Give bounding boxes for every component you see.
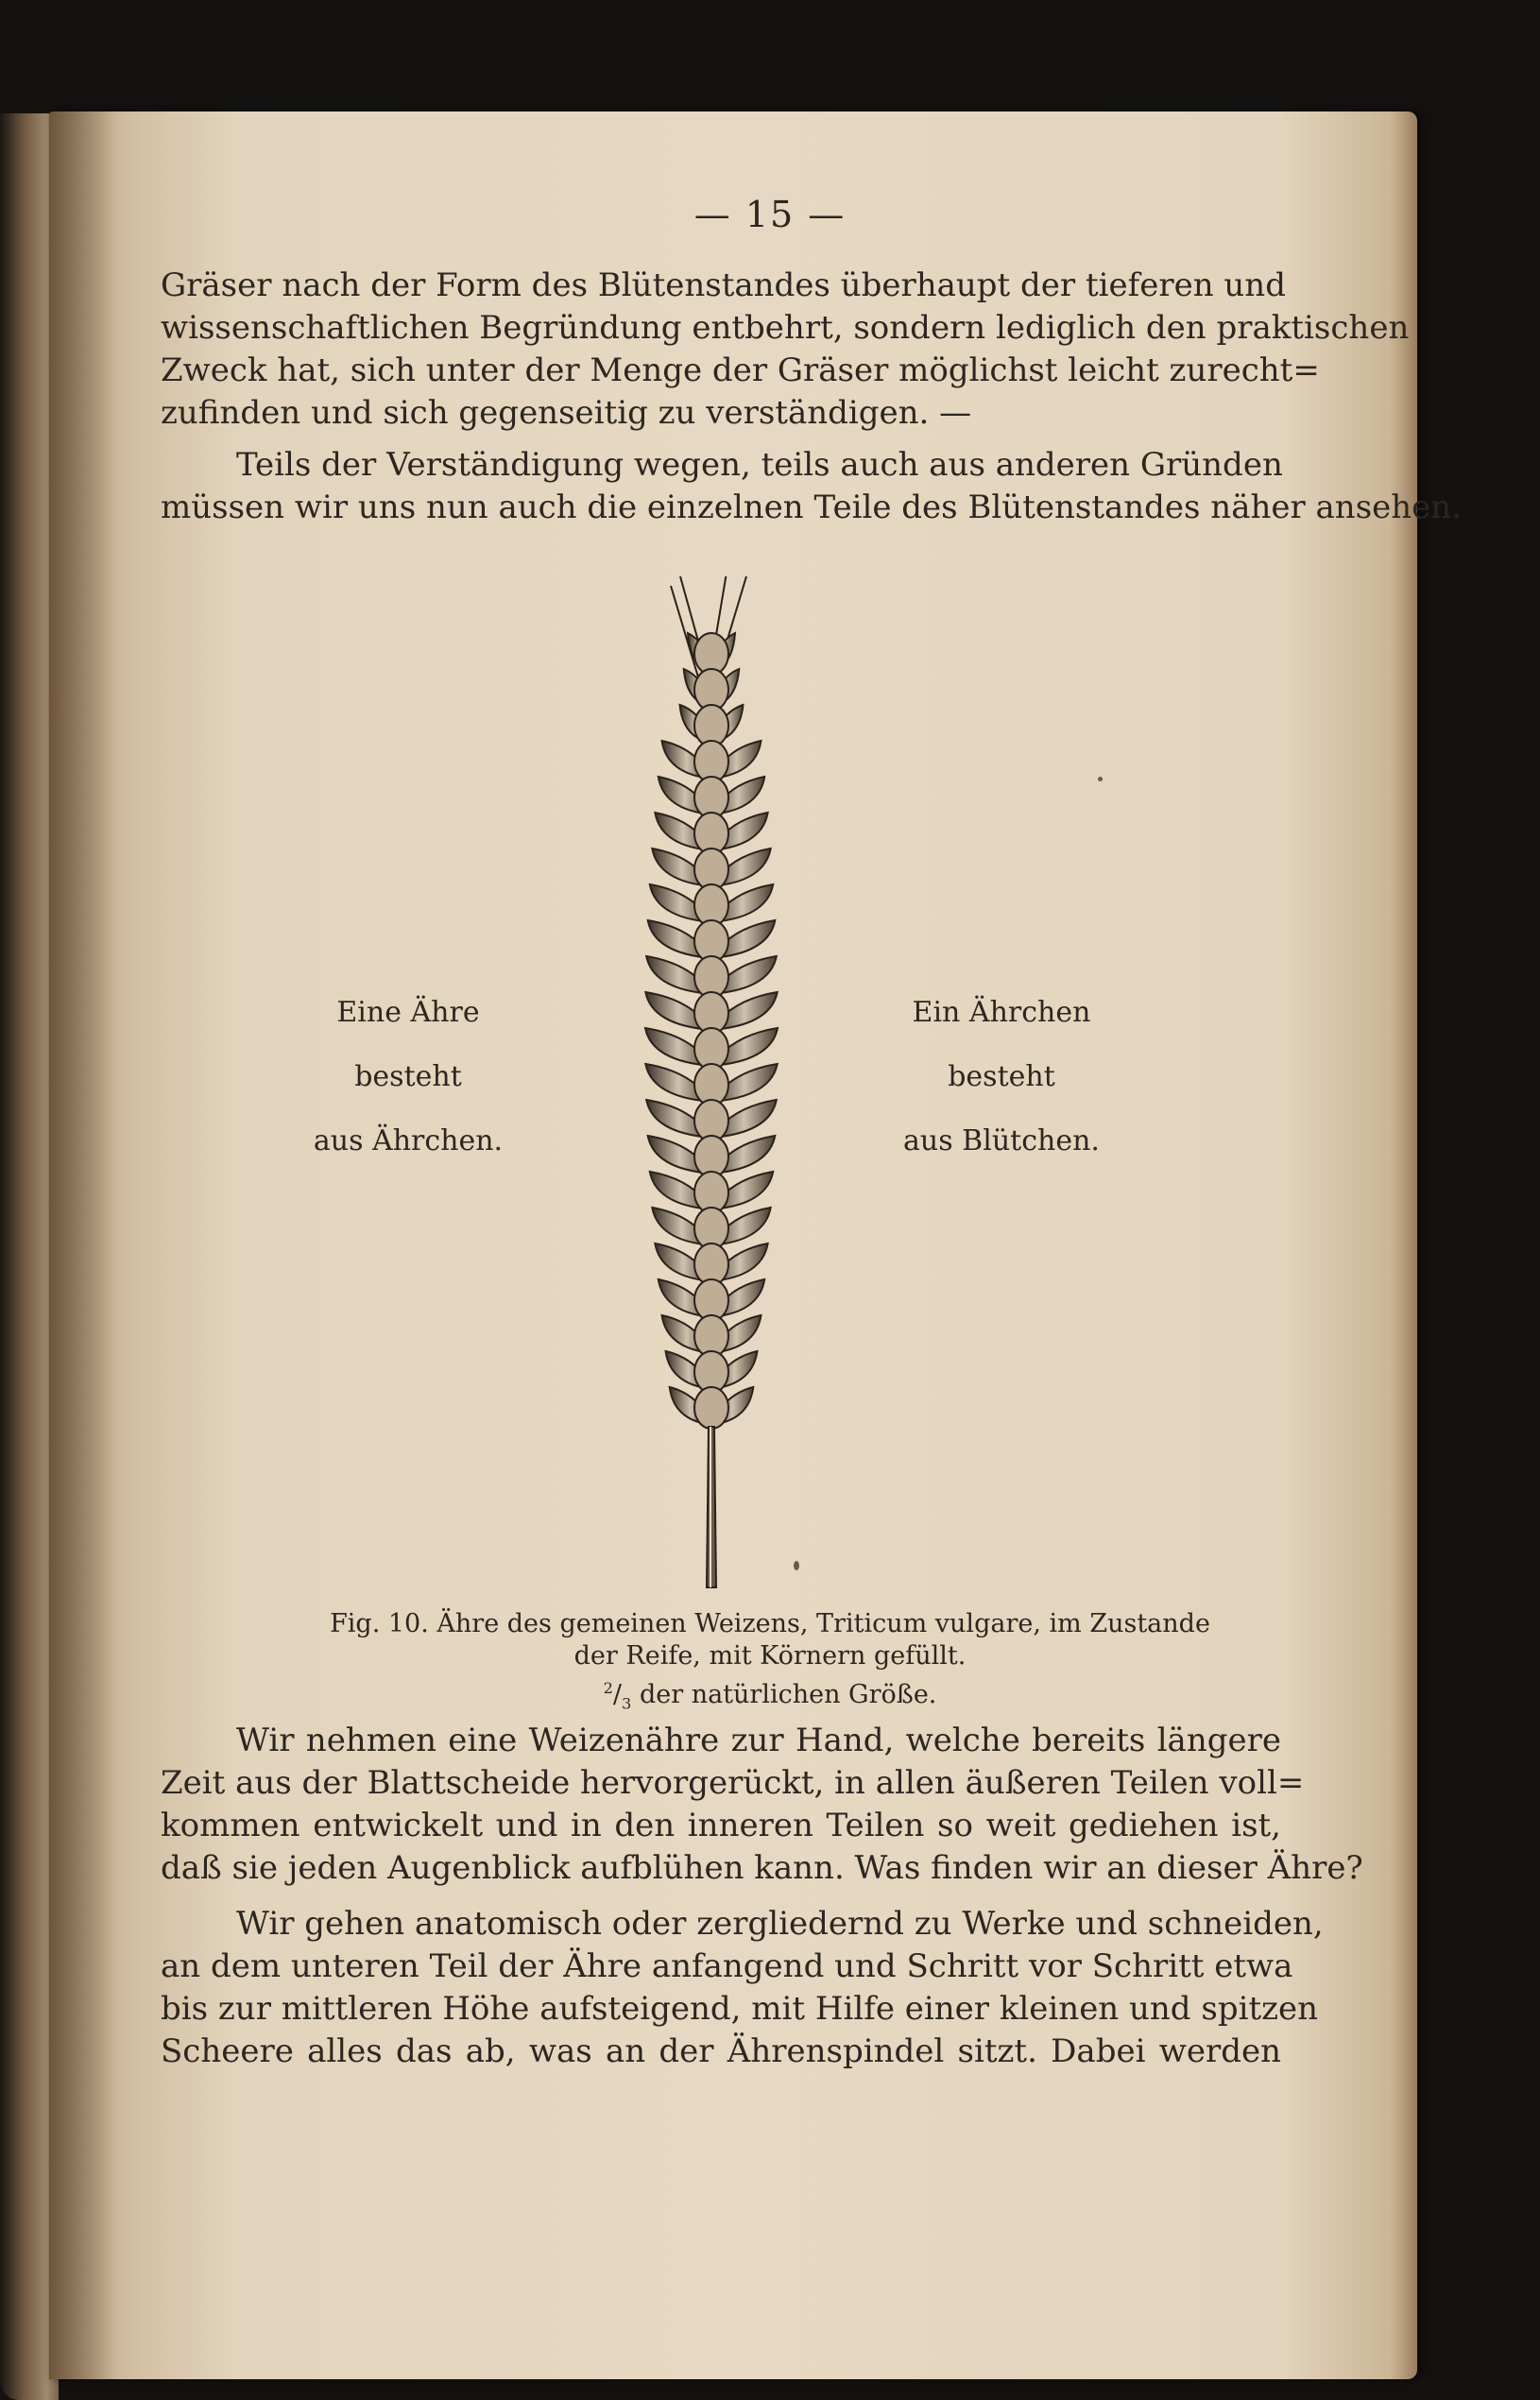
text-line: Wir gehen anatomisch oder zergliedernd zu Werke und schneiden, [236,1905,1324,1943]
paper-speck [1098,777,1103,781]
left-note [304,981,512,1174]
caption-line-3: $^2/_3$ der natürlichen Größe. [603,1679,937,1713]
wheat-awn [671,586,699,680]
text-line: wissenschaftlichen Begründung entbehrt, sondern lediglich den praktischen [161,309,1410,347]
right-note [898,981,1105,1174]
fraction-numerator: 2 [603,1679,613,1697]
text-line: bis zur mittleren Höhe aufsteigend, mit Hilfe einer kleinen und spitzen [161,1990,1319,2028]
figure-caption [208,1608,1332,1720]
caption-line-2: der Reife, mit Körnern gefüllt. [573,1641,967,1671]
page-number: — 15 — [693,194,847,235]
wheat-grain [694,1387,728,1429]
caption-line-3-text: der natürlichen Größe. [639,1680,937,1709]
text-line: an dem unteren Teil der Ähre anfangend und Schritt vor Schritt etwa [161,1947,1293,1985]
caption-line-1: Fig. 10. Ähre des gemeinen Weizens, Triticum vulgare, im Zustande [330,1609,1210,1638]
note-line: aus Blütchen. [903,1124,1100,1157]
text-line: Teils der Verständigung wegen, teils auch aus anderen Gründen [236,446,1283,484]
text-line: Zeit aus der Blattscheide hervorgerückt, in allen äußeren Teilen voll= [161,1764,1305,1802]
note-line: besteht [948,1060,1055,1093]
fraction-denominator: 3 [622,1694,632,1713]
paragraph-2 [161,444,1462,529]
paragraph-4 [161,1903,1324,2073]
paper-speck [53,697,59,711]
paragraph-1 [161,265,1410,435]
text-line: zufinden und sich gegenseitig zu verständigen. — [161,394,972,432]
note-line: Ein Ährchen [912,996,1091,1029]
note-line: aus Ährchen. [313,1124,504,1157]
text-line: Wir nehmen eine Weizenähre zur Hand, welche bereits längere [236,1722,1281,1759]
paper-speck [794,1561,799,1570]
text-line: Gräser nach der Form des Blütenstandes überhaupt der tieferen und [161,266,1286,304]
text-line: Zweck hat, sich unter der Menge der Gräser möglichst leicht zurecht= [161,351,1320,389]
note-line: besteht [354,1060,462,1093]
wheat-ear-illustration [605,576,822,1597]
text-line: kommen entwickelt und in den inneren Teilen so weit gediehen ist, [161,1807,1281,1844]
text-line: daß sie jeden Augenblick aufblühen kann. Was finden wir an dieser Ähre? [161,1849,1363,1887]
text-line: Scheere alles das ab, was an der Ährenspindel sitzt. Dabei werden [161,2032,1281,2070]
note-line: Eine Ähre [336,996,480,1029]
text-line: müssen wir uns nun auch die einzelnen Teile des Blütenstandes näher ansehen. [161,489,1462,526]
paragraph-3 [161,1720,1363,1890]
page-gutter-shadow [49,111,115,2379]
